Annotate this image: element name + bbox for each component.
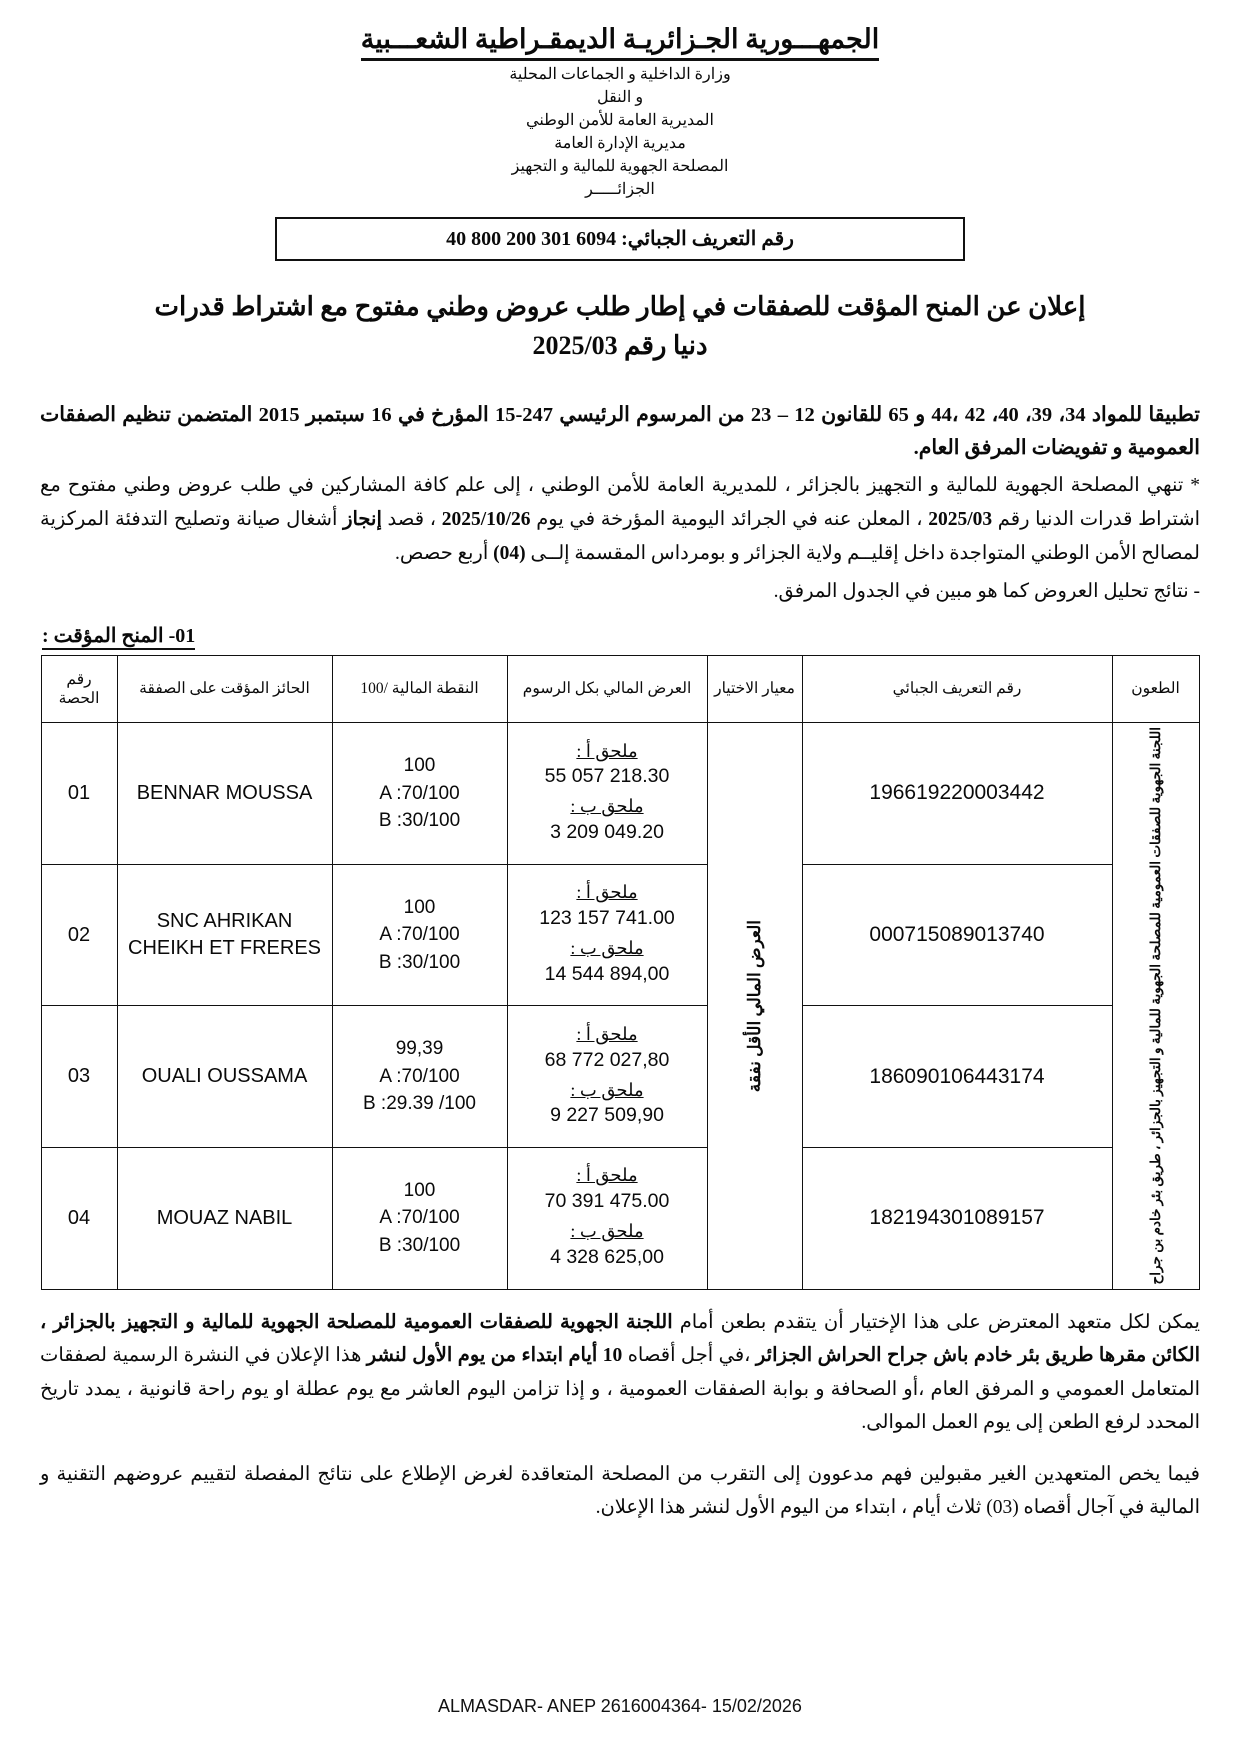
annex-a-value: 55 057 218.30 — [544, 765, 670, 788]
directorate-general: المديرية العامة للأمن الوطني — [526, 112, 714, 129]
annex-a-label: ملحق أ : — [576, 882, 638, 903]
column-header-score: النقطة المالية /100 — [332, 656, 507, 723]
score-total: 100 — [403, 755, 436, 777]
annex-a-label: ملحق أ : — [576, 1023, 638, 1044]
score-b: B :30/100 — [378, 1235, 461, 1256]
notice-work-keyword: إنجاز — [343, 509, 382, 531]
table-row — [41, 1006, 1199, 1148]
criterion-cell — [707, 723, 802, 1289]
notice-tender-number: 2025/03 — [928, 509, 993, 531]
appeal-paragraph — [40, 1306, 1200, 1440]
row-nif: 186090106443174 — [802, 1006, 1112, 1148]
row-lot: 02 — [41, 864, 117, 1006]
annex-a-label: ملحق أ : — [576, 740, 638, 761]
annex-b-value: 3 209 049.20 — [550, 821, 664, 844]
republic-heading-text: الجمهـــورية الجـزائريـة الديمقـراطية الشعـــبية — [361, 24, 879, 61]
republic-heading — [34, 24, 1206, 61]
unsuccessful-bidders-paragraph: فيما يخص المتعهدين الغير مقبولين فهم مدعوون إلى التقرب من المصلحة المتعاقدة لغرض الإطلاع على نتائج المفصلة لتقييم عروضهم التقنية و المالية في آجال أقصاه (03) ثلاث أيام ، ابتداء من اليوم الأول لنشر هذا الإعلان. — [40, 1463, 1200, 1519]
row-amount — [507, 1147, 707, 1289]
appeal-committee-text: اللجنة الجهوية للصفقات العمومية للمصلحة الجهوية للمالية و التجهيز بالجزائر ، طريق بئر خادم بن جراح — [1147, 727, 1163, 1285]
ministry-line-1-row — [34, 64, 1206, 84]
row-winner: OUALI OUSSAMA — [117, 1006, 332, 1148]
row-lot: 04 — [41, 1147, 117, 1289]
appeal-committee-name: اللجنة الجهوية للصفقات العمومية للمصلحة الجهوية للمالية و التجهيز بالجزائر ، الكائن مقرها طريق بئر خادم باش جراح الحراش الجزائر — [40, 1311, 1200, 1367]
row-score — [332, 1147, 507, 1289]
tax-id-label: رقم التعريف الجبائي: — [621, 228, 794, 250]
score-b: B :30/100 — [378, 810, 461, 832]
appeal-part-b: ،في أجل أقصاه — [622, 1345, 756, 1367]
appeal-part-c: هذا الإعلان في النشرة الرسمية لصفقات المتعامل العمومي و المرفق العام ،أو الصحافة و بوابة الصفقات العمومية ، و إذا تزامن اليوم العاشر مع يوم عطلة او يوم راحة قانونية ، يمدد تاريخ المحدد لرفع الطعن إلى يوم العمل الموالى. — [40, 1345, 1200, 1434]
notice-part-b: ، المعلن عنه في الجرائد اليومية المؤرخة في يوم — [530, 509, 929, 531]
score-b: B :29.39 /100 — [362, 1093, 477, 1115]
annex-b-label: ملحق ب : — [570, 938, 644, 958]
column-header-criterion: معيار الاختيار — [707, 656, 802, 723]
criterion-text: العرض المالي الأقل نفقة — [744, 919, 764, 1092]
score-total: 100 — [403, 896, 436, 918]
regional-service: المصلحة الجهوية للمالية و التجهيز — [511, 158, 729, 175]
notice-paragraph — [40, 469, 1200, 571]
table-row — [41, 1147, 1199, 1289]
annex-b-label: ملحق ب : — [570, 1221, 644, 1242]
provisional-award-heading — [42, 623, 1198, 648]
ministry-header-block — [34, 64, 1206, 199]
row-score — [332, 1006, 507, 1148]
ministry-line-2: و النقل — [596, 89, 644, 106]
row-lot: 01 — [41, 723, 117, 865]
legal-basis-paragraph: تطبيقا للمواد 34، 39، 40، 42 ،44 و 65 للقانون 12 – 23 من المرسوم الرئيسي 247-15 المؤرخ في 16 سبتمبر 2015 المتضمن تنظيم الصفقات العمومية و تفويضات المرفق العام. — [40, 404, 1200, 460]
notice-publication-date: 2025/10/26 — [441, 509, 531, 531]
annex-b-value: 4 328 625,00 — [550, 1246, 664, 1269]
row-nif: 196619220003442 — [802, 723, 1112, 865]
annex-a-label: ملحق أ : — [576, 1165, 638, 1186]
ministry-line-1: وزارة الداخلية و الجماعات المحلية — [509, 66, 731, 83]
row-winner: SNC AHRIKAN CHEIKH ET FRERES — [117, 864, 332, 1006]
appeal-deadline: 10 أيام ابتداء من يوم الأول لنشر — [366, 1345, 623, 1367]
tax-id-value: 40 800 200 301 6094 — [446, 228, 617, 250]
column-header-winner: الحائز المؤقت على الصفقة — [117, 656, 332, 723]
row-winner: MOUAZ NABIL — [117, 1147, 332, 1289]
column-header-amount: العرض المالي بكل الرسوم — [507, 656, 707, 723]
tax-id-box — [275, 217, 965, 261]
page-title — [48, 287, 1192, 365]
table-header-row — [41, 656, 1199, 723]
notice-lot-count: (04) — [493, 543, 526, 565]
annex-a-value: 68 772 027,80 — [544, 1048, 670, 1071]
annex-b-value: 9 227 509,90 — [550, 1104, 664, 1127]
notice-part-d: أشغال صيانة وتصليح التدفئة المركزية لمصالح الأمن الوطني المتواجدة داخل إقليــم ولاية الجزائر و بومرداس المقسمة إلــى — [40, 509, 1200, 565]
annex-b-label: ملحق ب : — [570, 796, 644, 817]
column-header-lot: رقم الحصة — [41, 656, 117, 723]
directorate-row — [34, 133, 1206, 153]
table-row — [41, 723, 1199, 865]
directorate-general-row — [34, 110, 1206, 130]
analysis-results-line: - نتائج تحليل العروض كما هو مبين في الجدول المرفق. — [773, 581, 1200, 603]
regional-service-row — [34, 156, 1206, 176]
column-header-nif: رقم التعريف الجبائي — [802, 656, 1112, 723]
city-name: الجزائـــــر — [585, 181, 655, 198]
annex-b-label: ملحق ب : — [570, 1079, 644, 1100]
annex-b-value: 14 544 894,00 — [544, 962, 670, 985]
row-score — [332, 723, 507, 865]
row-nif: 182194301089157 — [802, 1147, 1112, 1289]
footer-paragraphs — [34, 1306, 1206, 1525]
city-row — [34, 179, 1206, 199]
score-a: A :70/100 — [379, 782, 460, 804]
provisional-award-heading-text: 01- المنح المؤقت : — [42, 625, 195, 650]
row-lot: 03 — [41, 1006, 117, 1148]
score-a: A :70/100 — [379, 924, 460, 946]
anep-footer: ALMASDAR- ANEP 2616004364- 15/02/2026 — [438, 1696, 802, 1716]
score-a: A :70/100 — [379, 1207, 460, 1229]
column-header-appeal: الطعون — [1112, 656, 1199, 723]
annex-a-value: 123 157 741.00 — [539, 907, 675, 930]
directorate: مديرية الإدارة العامة — [554, 135, 686, 152]
row-winner: BENNAR MOUSSA — [117, 723, 332, 865]
score-total: 100 — [403, 1179, 436, 1201]
notice-part-c: ، قصد — [381, 509, 442, 531]
notice-part-e: أربع حصص. — [395, 543, 494, 565]
score-a: A :70/100 — [379, 1065, 460, 1087]
award-table — [41, 655, 1200, 1289]
row-amount — [507, 723, 707, 865]
appeal-committee-cell — [1112, 723, 1199, 1289]
table-row — [41, 864, 1199, 1006]
row-amount — [507, 1006, 707, 1148]
row-score — [332, 864, 507, 1006]
score-total: 99,39 — [395, 1038, 444, 1060]
appeal-part-a: يمكن لكل متعهد المعترض على هذا الإختيار أن يتقدم بطعن أمام — [672, 1311, 1200, 1333]
row-amount — [507, 864, 707, 1006]
page-title-line-2: دنيا رقم 2025/03 — [532, 331, 708, 360]
page-title-line-1: إعلان عن المنح المؤقت للصفقات في إطار طلب عروض وطني مفتوح مع اشتراط قدرات — [154, 292, 1086, 321]
score-b: B :30/100 — [378, 951, 461, 973]
row-nif: 000715089013740 — [802, 864, 1112, 1006]
notice-part-a: * تنهي المصلحة الجهوية للمالية و التجهيز بالجزائر ، للمديرية العامة للأمن الوطني ، إلى علم كافة المشاركين في طلب عروض وطني مفتوح مع اشتراط قدرات الدنيا رقم — [40, 475, 1200, 531]
annex-a-value: 70 391 475.00 — [544, 1190, 670, 1213]
ministry-line-2-row — [34, 87, 1206, 107]
